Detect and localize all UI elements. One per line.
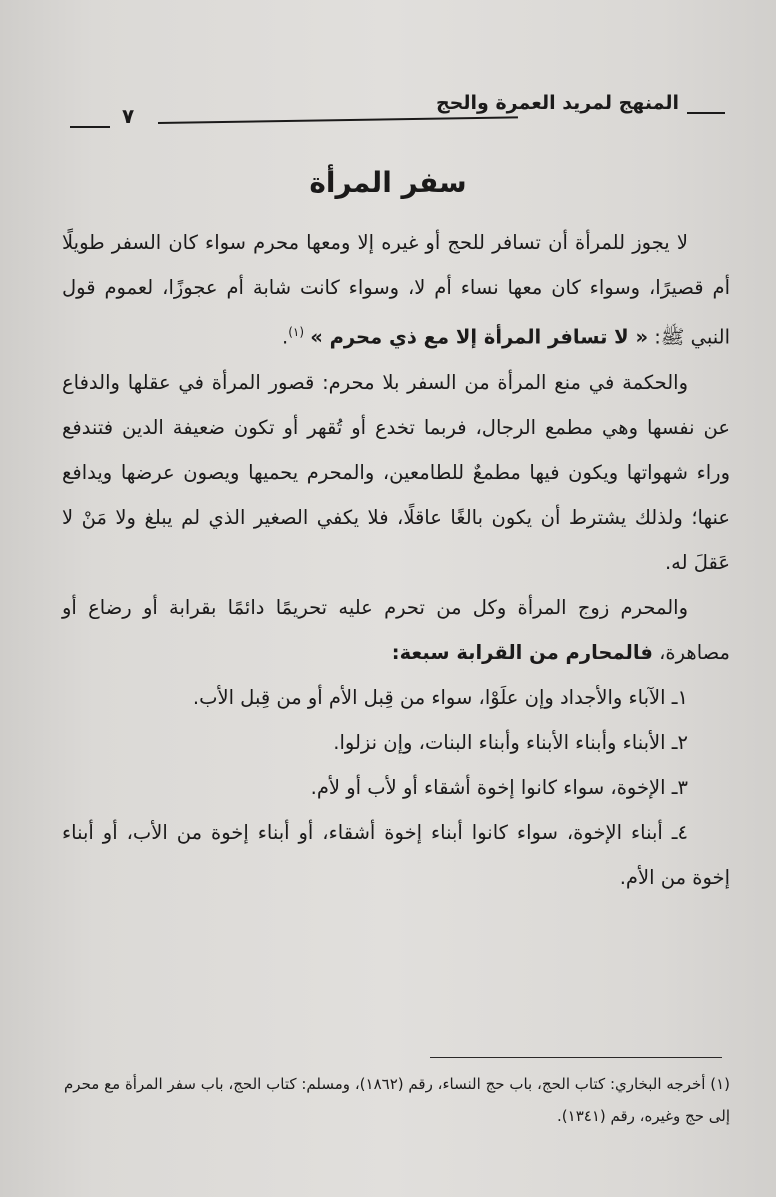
- list-item: ٤ـ أبناء الإخوة، سواء كانوا أبناء إخوة أشقاء، أو أبناء إخوة من الأب، أو أبناء إخوة من الأم.: [62, 820, 730, 889]
- paragraph-3-text: والمحرم زوج المرأة وكل من تحرم عليه تحريمًا دائمًا بقرابة أو رضاع أو مصاهرة،: [62, 595, 730, 664]
- list-item: ١ـ الآباء والأجداد وإن علَوْا، سواء من قِبل الأم أو من قِبل الأب.: [192, 685, 688, 709]
- header-rule-right: [687, 112, 725, 114]
- paragraph-1-text: لا يجوز للمرأة أن تسافر للحج أو غيره إلا ومعها محرم سواء كان السفر طويلًا أم قصيرًا، وسواء كان معها نساء أم لا، وسواء كانت شابة أم عجوزًا، لعموم قول النبي ﷺ:: [62, 231, 730, 349]
- footnote-1: (١) أخرجه البخاري: كتاب الحج، باب حج النساء، رقم (١٨٦٢)، ومسلم: كتاب الحج، باب سفر المرأة مع محرم إلى حج وغيره، رقم (١٣٤١).: [64, 1075, 730, 1125]
- hadith-quote: « لا تسافر المرأة إلا مع ذي محرم »: [310, 325, 649, 349]
- list-item: ٣ـ الإخوة، سواء كانوا إخوة أشقاء أو لأب أو لأم.: [310, 775, 688, 799]
- mahram-heading: فالمحارم من القرابة سبعة:: [391, 640, 653, 664]
- chapter-title: سفر المرأة: [309, 166, 467, 199]
- body-text: [62, 220, 730, 900]
- running-header: [70, 92, 725, 132]
- paragraph-1: [62, 220, 730, 360]
- paragraph-3: [62, 585, 730, 675]
- paragraph-1-end: .: [282, 325, 289, 349]
- header-rule-middle: [158, 116, 518, 124]
- header-title: المنهج لمريد العمرة والحج: [435, 92, 679, 114]
- header-rule-left: [70, 126, 110, 128]
- list-item: ٢ـ الأبناء وأبناء الأبناء وأبناء البنات، وإن نزلوا.: [333, 730, 688, 754]
- page-number: ٧: [122, 104, 135, 128]
- footnote-reference: (١): [288, 325, 305, 339]
- footnote-divider: [430, 1057, 722, 1058]
- footnotes: [64, 1068, 730, 1132]
- paragraph-2: والحكمة في منع المرأة من السفر بلا محرم: قصور المرأة في عقلها والدفاع عن نفسها وهي مطمع الرجال، فربما تخدع أو تُقهر أو تكون ضعيفة الدين فتندفع وراء شهواتها ويكون فيها مطمعٌ للطامعين، والمحرم يحميها ويصون عرضها ويدافع عنها؛ ولذلك يشترط أن يكون بالغًا عاقلًا، فلا يكفي الصغير الذي لم يبلغ ولا مَنْ لا عَقلَ له.: [62, 370, 730, 574]
